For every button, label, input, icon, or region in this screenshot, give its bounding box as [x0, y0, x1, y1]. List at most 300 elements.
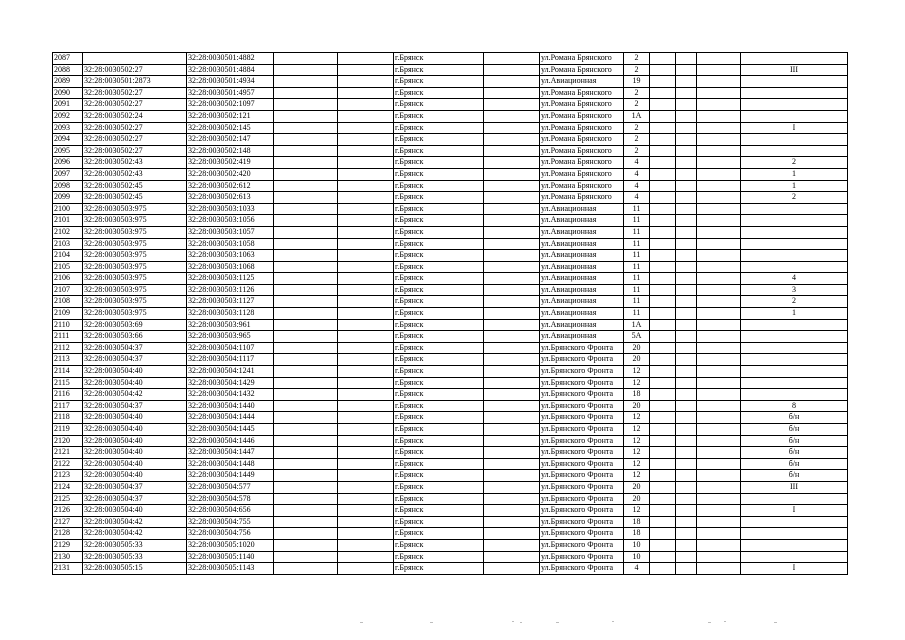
- cell-empty: [650, 354, 676, 366]
- table-row: [53, 250, 848, 262]
- cell-parcel-number: [83, 53, 187, 65]
- cell-parcel-number: 32:28:0030504:40: [83, 377, 187, 389]
- cell-object-number: 32:28:0030503:1033: [187, 203, 274, 215]
- cell-empty: [650, 99, 676, 111]
- table-row: [53, 180, 848, 192]
- cell-object-number: 32:28:0030501:4934: [187, 76, 274, 88]
- table-row: [53, 389, 848, 401]
- cell-empty: [274, 412, 338, 424]
- cell-parcel-number: 32:28:0030505:33: [83, 539, 187, 551]
- cell-empty: [484, 563, 540, 575]
- cell-empty: [274, 250, 338, 262]
- cell-empty: [274, 319, 338, 331]
- cell-row-number: 2118: [53, 412, 83, 424]
- table-row: [53, 412, 848, 424]
- cell-premises-number: б/н: [741, 447, 848, 459]
- cell-street: ул.Романа Брянского: [540, 180, 624, 192]
- cell-city: г.Брянск: [394, 134, 484, 146]
- table-row: [53, 296, 848, 308]
- cell-street: ул.Романа Брянского: [540, 64, 624, 76]
- cell-empty: [650, 551, 676, 563]
- cell-empty: [676, 122, 697, 134]
- cell-empty: [676, 284, 697, 296]
- cell-object-number: 32:28:0030504:1117: [187, 354, 274, 366]
- cell-row-number: 2099: [53, 192, 83, 204]
- cell-row-number: 2087: [53, 53, 83, 65]
- cell-empty: [484, 64, 540, 76]
- cell-street: ул.Брянского Фронта: [540, 493, 624, 505]
- cell-parcel-number: 32:28:0030502:27: [83, 122, 187, 134]
- table-row: [53, 76, 848, 88]
- cell-object-number: 32:28:0030503:1126: [187, 284, 274, 296]
- cell-empty: [484, 505, 540, 517]
- cell-premises-number: 8: [741, 400, 848, 412]
- cell-premises-number: [741, 331, 848, 343]
- cell-empty: [676, 53, 697, 65]
- cell-city: г.Брянск: [394, 458, 484, 470]
- cell-city: г.Брянск: [394, 261, 484, 273]
- cell-empty: [484, 331, 540, 343]
- cell-empty: [484, 296, 540, 308]
- cell-parcel-number: 32:28:0030503:975: [83, 273, 187, 285]
- cell-empty: [697, 76, 741, 88]
- cell-house-number: 12: [624, 505, 650, 517]
- cell-object-number: 32:28:0030504:578: [187, 493, 274, 505]
- cell-house-number: 4: [624, 563, 650, 575]
- cell-empty: [484, 145, 540, 157]
- cell-empty: [338, 400, 394, 412]
- cell-city: г.Брянск: [394, 157, 484, 169]
- cell-house-number: 2: [624, 87, 650, 99]
- table-row: [53, 528, 848, 540]
- cell-empty: [697, 424, 741, 436]
- cell-parcel-number: 32:28:0030503:975: [83, 261, 187, 273]
- cell-empty: [650, 447, 676, 459]
- cell-empty: [697, 134, 741, 146]
- cell-city: г.Брянск: [394, 110, 484, 122]
- cell-street: ул.Брянского Фронта: [540, 389, 624, 401]
- cell-empty: [338, 424, 394, 436]
- cell-empty: [697, 250, 741, 262]
- cell-empty: [650, 435, 676, 447]
- cell-street: ул.Романа Брянского: [540, 157, 624, 169]
- cell-empty: [274, 539, 338, 551]
- cell-empty: [484, 539, 540, 551]
- cell-empty: [676, 238, 697, 250]
- cell-empty: [338, 238, 394, 250]
- cell-premises-number: [741, 366, 848, 378]
- cell-premises-number: I: [741, 122, 848, 134]
- cell-empty: [338, 551, 394, 563]
- table-row: [53, 273, 848, 285]
- cell-empty: [484, 389, 540, 401]
- cell-empty: [697, 354, 741, 366]
- cell-parcel-number: 32:28:0030503:975: [83, 226, 187, 238]
- cell-empty: [650, 539, 676, 551]
- table-row: [53, 563, 848, 575]
- cell-row-number: 2122: [53, 458, 83, 470]
- cell-city: г.Брянск: [394, 424, 484, 436]
- cell-empty: [338, 366, 394, 378]
- cell-empty: [676, 76, 697, 88]
- cell-empty: [676, 458, 697, 470]
- cell-empty: [650, 238, 676, 250]
- table-row: [53, 168, 848, 180]
- cell-empty: [274, 76, 338, 88]
- cell-street: ул.Авиационная: [540, 319, 624, 331]
- cell-parcel-number: 32:28:0030504:40: [83, 435, 187, 447]
- cell-empty: [274, 458, 338, 470]
- cell-row-number: 2129: [53, 539, 83, 551]
- cell-empty: [697, 435, 741, 447]
- cell-empty: [697, 215, 741, 227]
- table-row: [53, 331, 848, 343]
- cell-street: ул.Брянского Фронта: [540, 551, 624, 563]
- cell-object-number: 32:28:0030502:121: [187, 110, 274, 122]
- cell-empty: [484, 377, 540, 389]
- cell-empty: [676, 354, 697, 366]
- table-row: [53, 157, 848, 169]
- cell-empty: [274, 192, 338, 204]
- cell-city: г.Брянск: [394, 435, 484, 447]
- cell-object-number: 32:28:0030504:1445: [187, 424, 274, 436]
- cell-empty: [697, 226, 741, 238]
- cell-premises-number: 3: [741, 284, 848, 296]
- cell-empty: [274, 134, 338, 146]
- cell-empty: [274, 424, 338, 436]
- cell-street: ул.Брянского Фронта: [540, 354, 624, 366]
- cell-empty: [676, 296, 697, 308]
- cell-empty: [676, 87, 697, 99]
- table-row: [53, 516, 848, 528]
- cell-street: ул.Авиационная: [540, 308, 624, 320]
- cell-empty: [676, 145, 697, 157]
- cell-empty: [650, 319, 676, 331]
- table-row: [53, 458, 848, 470]
- cell-object-number: 32:28:0030503:1056: [187, 215, 274, 227]
- cell-parcel-number: 32:28:0030503:975: [83, 308, 187, 320]
- cell-premises-number: [741, 516, 848, 528]
- cell-empty: [650, 377, 676, 389]
- cell-row-number: 2105: [53, 261, 83, 273]
- cell-row-number: 2101: [53, 215, 83, 227]
- cell-city: г.Брянск: [394, 516, 484, 528]
- cell-parcel-number: 32:28:0030504:37: [83, 400, 187, 412]
- cell-parcel-number: 32:28:0030502:43: [83, 157, 187, 169]
- cell-empty: [697, 168, 741, 180]
- cell-empty: [274, 528, 338, 540]
- cell-empty: [484, 250, 540, 262]
- cell-empty: [676, 157, 697, 169]
- cell-empty: [697, 87, 741, 99]
- cell-street: ул.Авиационная: [540, 76, 624, 88]
- cell-house-number: 12: [624, 470, 650, 482]
- cell-empty: [697, 273, 741, 285]
- table-row: [53, 354, 848, 366]
- table-row: [53, 226, 848, 238]
- cell-premises-number: б/н: [741, 424, 848, 436]
- table-row: [53, 400, 848, 412]
- cell-parcel-number: 32:28:0030504:42: [83, 528, 187, 540]
- cell-empty: [676, 110, 697, 122]
- cell-city: г.Брянск: [394, 354, 484, 366]
- cell-premises-number: 2: [741, 296, 848, 308]
- cell-premises-number: III: [741, 481, 848, 493]
- cell-row-number: 2130: [53, 551, 83, 563]
- cell-parcel-number: 32:28:0030502:27: [83, 99, 187, 111]
- cell-empty: [274, 331, 338, 343]
- cell-street: ул.Брянского Фронта: [540, 400, 624, 412]
- cell-house-number: 11: [624, 261, 650, 273]
- cell-row-number: 2131: [53, 563, 83, 575]
- cell-empty: [338, 250, 394, 262]
- cell-empty: [484, 551, 540, 563]
- cell-house-number: 4: [624, 192, 650, 204]
- cell-empty: [484, 470, 540, 482]
- cell-empty: [484, 87, 540, 99]
- cell-city: г.Брянск: [394, 64, 484, 76]
- cell-empty: [484, 516, 540, 528]
- cell-city: г.Брянск: [394, 226, 484, 238]
- table-row: [53, 284, 848, 296]
- cell-parcel-number: 32:28:0030504:40: [83, 505, 187, 517]
- cell-empty: [676, 342, 697, 354]
- cell-empty: [650, 64, 676, 76]
- cell-empty: [274, 563, 338, 575]
- cell-empty: [484, 53, 540, 65]
- cell-object-number: 32:28:0030504:1448: [187, 458, 274, 470]
- cell-empty: [676, 377, 697, 389]
- cell-object-number: 32:28:0030502:147: [187, 134, 274, 146]
- cell-row-number: 2127: [53, 516, 83, 528]
- table-row: [53, 87, 848, 99]
- cell-empty: [676, 389, 697, 401]
- cell-premises-number: 1: [741, 308, 848, 320]
- cell-street: ул.Авиационная: [540, 250, 624, 262]
- cell-row-number: 2090: [53, 87, 83, 99]
- cell-row-number: 2110: [53, 319, 83, 331]
- cell-empty: [676, 470, 697, 482]
- cell-empty: [274, 122, 338, 134]
- cell-empty: [338, 412, 394, 424]
- cell-empty: [650, 157, 676, 169]
- cell-parcel-number: 32:28:0030504:40: [83, 470, 187, 482]
- table-body: [53, 53, 848, 575]
- cell-object-number: 32:28:0030501:4957: [187, 87, 274, 99]
- cell-empty: [274, 157, 338, 169]
- cell-object-number: 32:28:0030503:1063: [187, 250, 274, 262]
- cell-house-number: 11: [624, 273, 650, 285]
- cell-empty: [274, 354, 338, 366]
- cell-empty: [650, 226, 676, 238]
- cell-object-number: 32:28:0030504:755: [187, 516, 274, 528]
- cell-empty: [650, 308, 676, 320]
- cell-row-number: 2096: [53, 157, 83, 169]
- cell-row-number: 2106: [53, 273, 83, 285]
- cell-object-number: 32:28:0030502:148: [187, 145, 274, 157]
- cell-street: ул.Авиационная: [540, 215, 624, 227]
- cell-street: ул.Брянского Фронта: [540, 366, 624, 378]
- cell-parcel-number: 32:28:0030502:27: [83, 145, 187, 157]
- cell-empty: [338, 493, 394, 505]
- cell-empty: [274, 284, 338, 296]
- cell-city: г.Брянск: [394, 412, 484, 424]
- cell-house-number: 4: [624, 168, 650, 180]
- cell-street: ул.Брянского Фронта: [540, 424, 624, 436]
- cell-city: г.Брянск: [394, 400, 484, 412]
- cell-empty: [697, 470, 741, 482]
- cell-row-number: 2100: [53, 203, 83, 215]
- cell-empty: [338, 470, 394, 482]
- cell-object-number: 32:28:0030503:1058: [187, 238, 274, 250]
- cell-empty: [650, 87, 676, 99]
- cell-empty: [274, 447, 338, 459]
- cell-empty: [676, 551, 697, 563]
- cell-empty: [676, 563, 697, 575]
- cell-city: г.Брянск: [394, 331, 484, 343]
- cell-house-number: 2: [624, 134, 650, 146]
- cell-row-number: 2125: [53, 493, 83, 505]
- cell-empty: [676, 99, 697, 111]
- cell-empty: [676, 528, 697, 540]
- cell-empty: [484, 366, 540, 378]
- cell-empty: [697, 551, 741, 563]
- cell-city: г.Брянск: [394, 53, 484, 65]
- cell-empty: [484, 226, 540, 238]
- cell-object-number: 32:28:0030504:1446: [187, 435, 274, 447]
- cell-empty: [484, 354, 540, 366]
- table-row: [53, 261, 848, 273]
- cell-empty: [338, 87, 394, 99]
- cell-object-number: 32:28:0030502:420: [187, 168, 274, 180]
- cell-empty: [650, 273, 676, 285]
- cell-empty: [697, 377, 741, 389]
- cell-premises-number: 2: [741, 192, 848, 204]
- cell-empty: [274, 203, 338, 215]
- cell-empty: [676, 180, 697, 192]
- cell-city: г.Брянск: [394, 273, 484, 285]
- cell-row-number: 2114: [53, 366, 83, 378]
- cell-house-number: 12: [624, 412, 650, 424]
- cell-empty: [650, 458, 676, 470]
- cell-empty: [676, 273, 697, 285]
- cell-empty: [338, 539, 394, 551]
- cell-empty: [676, 192, 697, 204]
- cell-row-number: 2108: [53, 296, 83, 308]
- cell-empty: [274, 493, 338, 505]
- cell-street: ул.Брянского Фронта: [540, 563, 624, 575]
- cell-house-number: 11: [624, 308, 650, 320]
- cell-empty: [697, 505, 741, 517]
- cell-house-number: 11: [624, 226, 650, 238]
- cell-empty: [338, 110, 394, 122]
- cell-row-number: 2113: [53, 354, 83, 366]
- cell-empty: [274, 64, 338, 76]
- cell-house-number: 12: [624, 458, 650, 470]
- cell-empty: [650, 296, 676, 308]
- cell-street: ул.Авиационная: [540, 284, 624, 296]
- cell-street: ул.Брянского Фронта: [540, 435, 624, 447]
- cell-empty: [484, 261, 540, 273]
- cell-street: ул.Брянского Фронта: [540, 412, 624, 424]
- cell-row-number: 2091: [53, 99, 83, 111]
- cell-empty: [274, 366, 338, 378]
- cell-empty: [274, 342, 338, 354]
- cell-empty: [484, 447, 540, 459]
- cell-street: ул.Романа Брянского: [540, 99, 624, 111]
- cell-object-number: 32:28:0030504:1107: [187, 342, 274, 354]
- cell-empty: [650, 110, 676, 122]
- cell-city: г.Брянск: [394, 366, 484, 378]
- cell-object-number: 32:28:0030504:1429: [187, 377, 274, 389]
- cell-empty: [484, 99, 540, 111]
- cell-house-number: 11: [624, 250, 650, 262]
- cell-empty: [338, 203, 394, 215]
- cell-house-number: 1А: [624, 110, 650, 122]
- cell-empty: [650, 261, 676, 273]
- cell-parcel-number: 32:28:0030503:975: [83, 284, 187, 296]
- cell-house-number: 2: [624, 145, 650, 157]
- cell-empty: [650, 331, 676, 343]
- cell-parcel-number: 32:28:0030504:42: [83, 516, 187, 528]
- cell-empty: [338, 389, 394, 401]
- table-row: [53, 53, 848, 65]
- table-row: [53, 551, 848, 563]
- cell-empty: [274, 261, 338, 273]
- cell-empty: [650, 412, 676, 424]
- cell-empty: [676, 400, 697, 412]
- cell-row-number: 2103: [53, 238, 83, 250]
- cell-empty: [274, 180, 338, 192]
- cell-empty: [338, 261, 394, 273]
- cell-empty: [338, 458, 394, 470]
- cell-empty: [484, 458, 540, 470]
- table-row: [53, 238, 848, 250]
- table-row: [53, 122, 848, 134]
- cell-parcel-number: 32:28:0030505:15: [83, 563, 187, 575]
- cell-house-number: 2: [624, 122, 650, 134]
- cell-empty: [484, 435, 540, 447]
- cell-row-number: 2116: [53, 389, 83, 401]
- cell-house-number: 20: [624, 400, 650, 412]
- cell-empty: [274, 110, 338, 122]
- cell-city: г.Брянск: [394, 539, 484, 551]
- cell-empty: [676, 505, 697, 517]
- cell-empty: [650, 505, 676, 517]
- cell-parcel-number: 32:28:0030504:37: [83, 493, 187, 505]
- cell-city: г.Брянск: [394, 447, 484, 459]
- cell-street: ул.Романа Брянского: [540, 168, 624, 180]
- cell-object-number: 32:28:0030504:756: [187, 528, 274, 540]
- cell-object-number: 32:28:0030505:1140: [187, 551, 274, 563]
- cell-row-number: 2094: [53, 134, 83, 146]
- registry-table: [52, 52, 848, 575]
- cell-empty: [338, 354, 394, 366]
- cell-street: ул.Брянского Фронта: [540, 481, 624, 493]
- cell-street: ул.Брянского Фронта: [540, 447, 624, 459]
- cell-house-number: 12: [624, 366, 650, 378]
- cell-object-number: 32:28:0030503:1128: [187, 308, 274, 320]
- cell-empty: [338, 516, 394, 528]
- cell-empty: [650, 493, 676, 505]
- cell-empty: [274, 273, 338, 285]
- cell-empty: [484, 308, 540, 320]
- cell-parcel-number: 32:28:0030503:975: [83, 215, 187, 227]
- cell-empty: [650, 122, 676, 134]
- cell-empty: [676, 481, 697, 493]
- cell-object-number: 32:28:0030504:1440: [187, 400, 274, 412]
- cell-empty: [338, 157, 394, 169]
